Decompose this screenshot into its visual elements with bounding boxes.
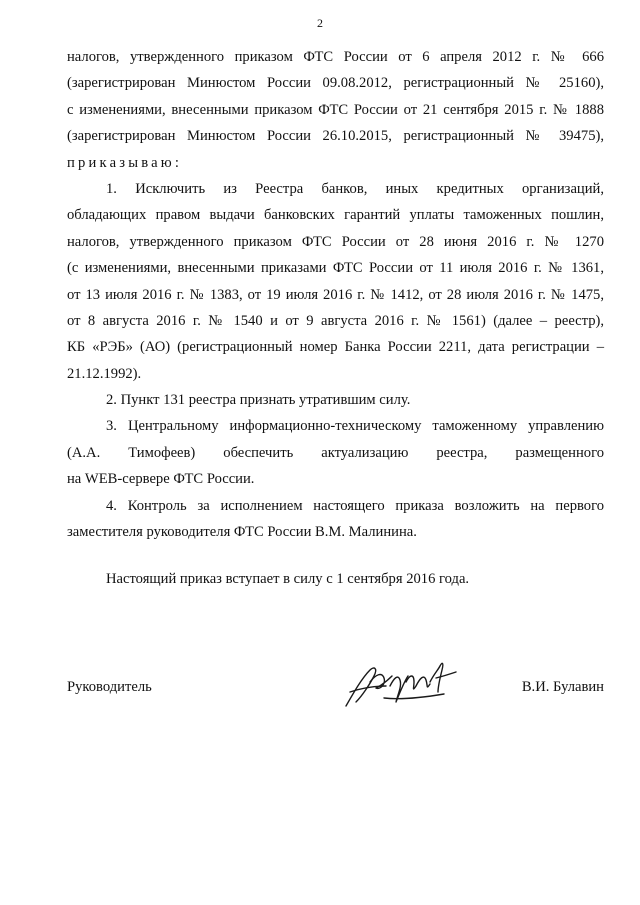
item1-line-8: 21.12.1992). xyxy=(67,365,142,382)
page-number: 2 xyxy=(317,16,323,30)
item1-line-5: от 13 июля 2016 г. № 1383, от 19 июля 2016 г. № 1412, от 28 июля 2016 г. № 1475, xyxy=(67,286,604,303)
item3-line-1: 3. Центральному информационно-техническому таможенному управлению xyxy=(106,418,604,435)
intro-line-2: (зарегистрирован Минюстом России 09.08.2012, регистрационный № 25160), xyxy=(67,75,604,92)
intro-line-3: с изменениями, внесенными приказом ФТС России от 21 сентября 2015 г. № 1888 xyxy=(67,101,604,118)
item1-line-2: обладающих правом выдачи банковских гарантий уплаты таможенных пошлин, xyxy=(67,207,604,224)
order-word: приказываю: xyxy=(67,154,183,171)
item4-line-1: 4. Контроль за исполнением настоящего приказа возложить на первого xyxy=(106,497,604,514)
item4-line-2: заместителя руководителя ФТС России В.М. Малинина. xyxy=(67,524,417,541)
signatory-role: Руководитель xyxy=(67,679,152,695)
item2-line: 2. Пункт 131 реестра признать утратившим силу. xyxy=(106,392,411,409)
item1-line-3: налогов, утвержденного приказом ФТС России от 28 июня 2016 г. № 1270 xyxy=(67,233,604,250)
intro-line-4: (зарегистрирован Минюстом России 26.10.2015, регистрационный № 39475), xyxy=(67,128,604,145)
handwritten-signature xyxy=(340,652,465,714)
signatory-name: В.И. Булавин xyxy=(521,679,604,695)
item1-line-4: (с изменениями, внесенными приказами ФТС России от 11 июля 2016 г. № 1361, xyxy=(67,260,604,277)
intro-line-1: налогов, утвержденного приказом ФТС России от 6 апреля 2012 г. № 666 xyxy=(67,49,604,65)
item1-line-1: 1. Исключить из Реестра банков, иных кредитных организаций, xyxy=(106,180,604,197)
document-body xyxy=(67,44,604,545)
effective-date-statement: Настоящий приказ вступает в силу с 1 сентября 2016 года. xyxy=(106,571,470,587)
item1-line-6: от 8 августа 2016 г. № 1540 и от 9 августа 2016 г. № 1561) (далее – реестр), xyxy=(67,312,604,329)
item3-line-2: (А.А. Тимофеев) обеспечить актуализацию реестра, размещенного xyxy=(67,444,604,461)
item3-line-3: на WEB-сервере ФТС России. xyxy=(67,471,255,488)
item1-line-7: КБ «РЭБ» (АО) (регистрационный номер Банка России 2211, дата регистрации – xyxy=(67,339,604,356)
